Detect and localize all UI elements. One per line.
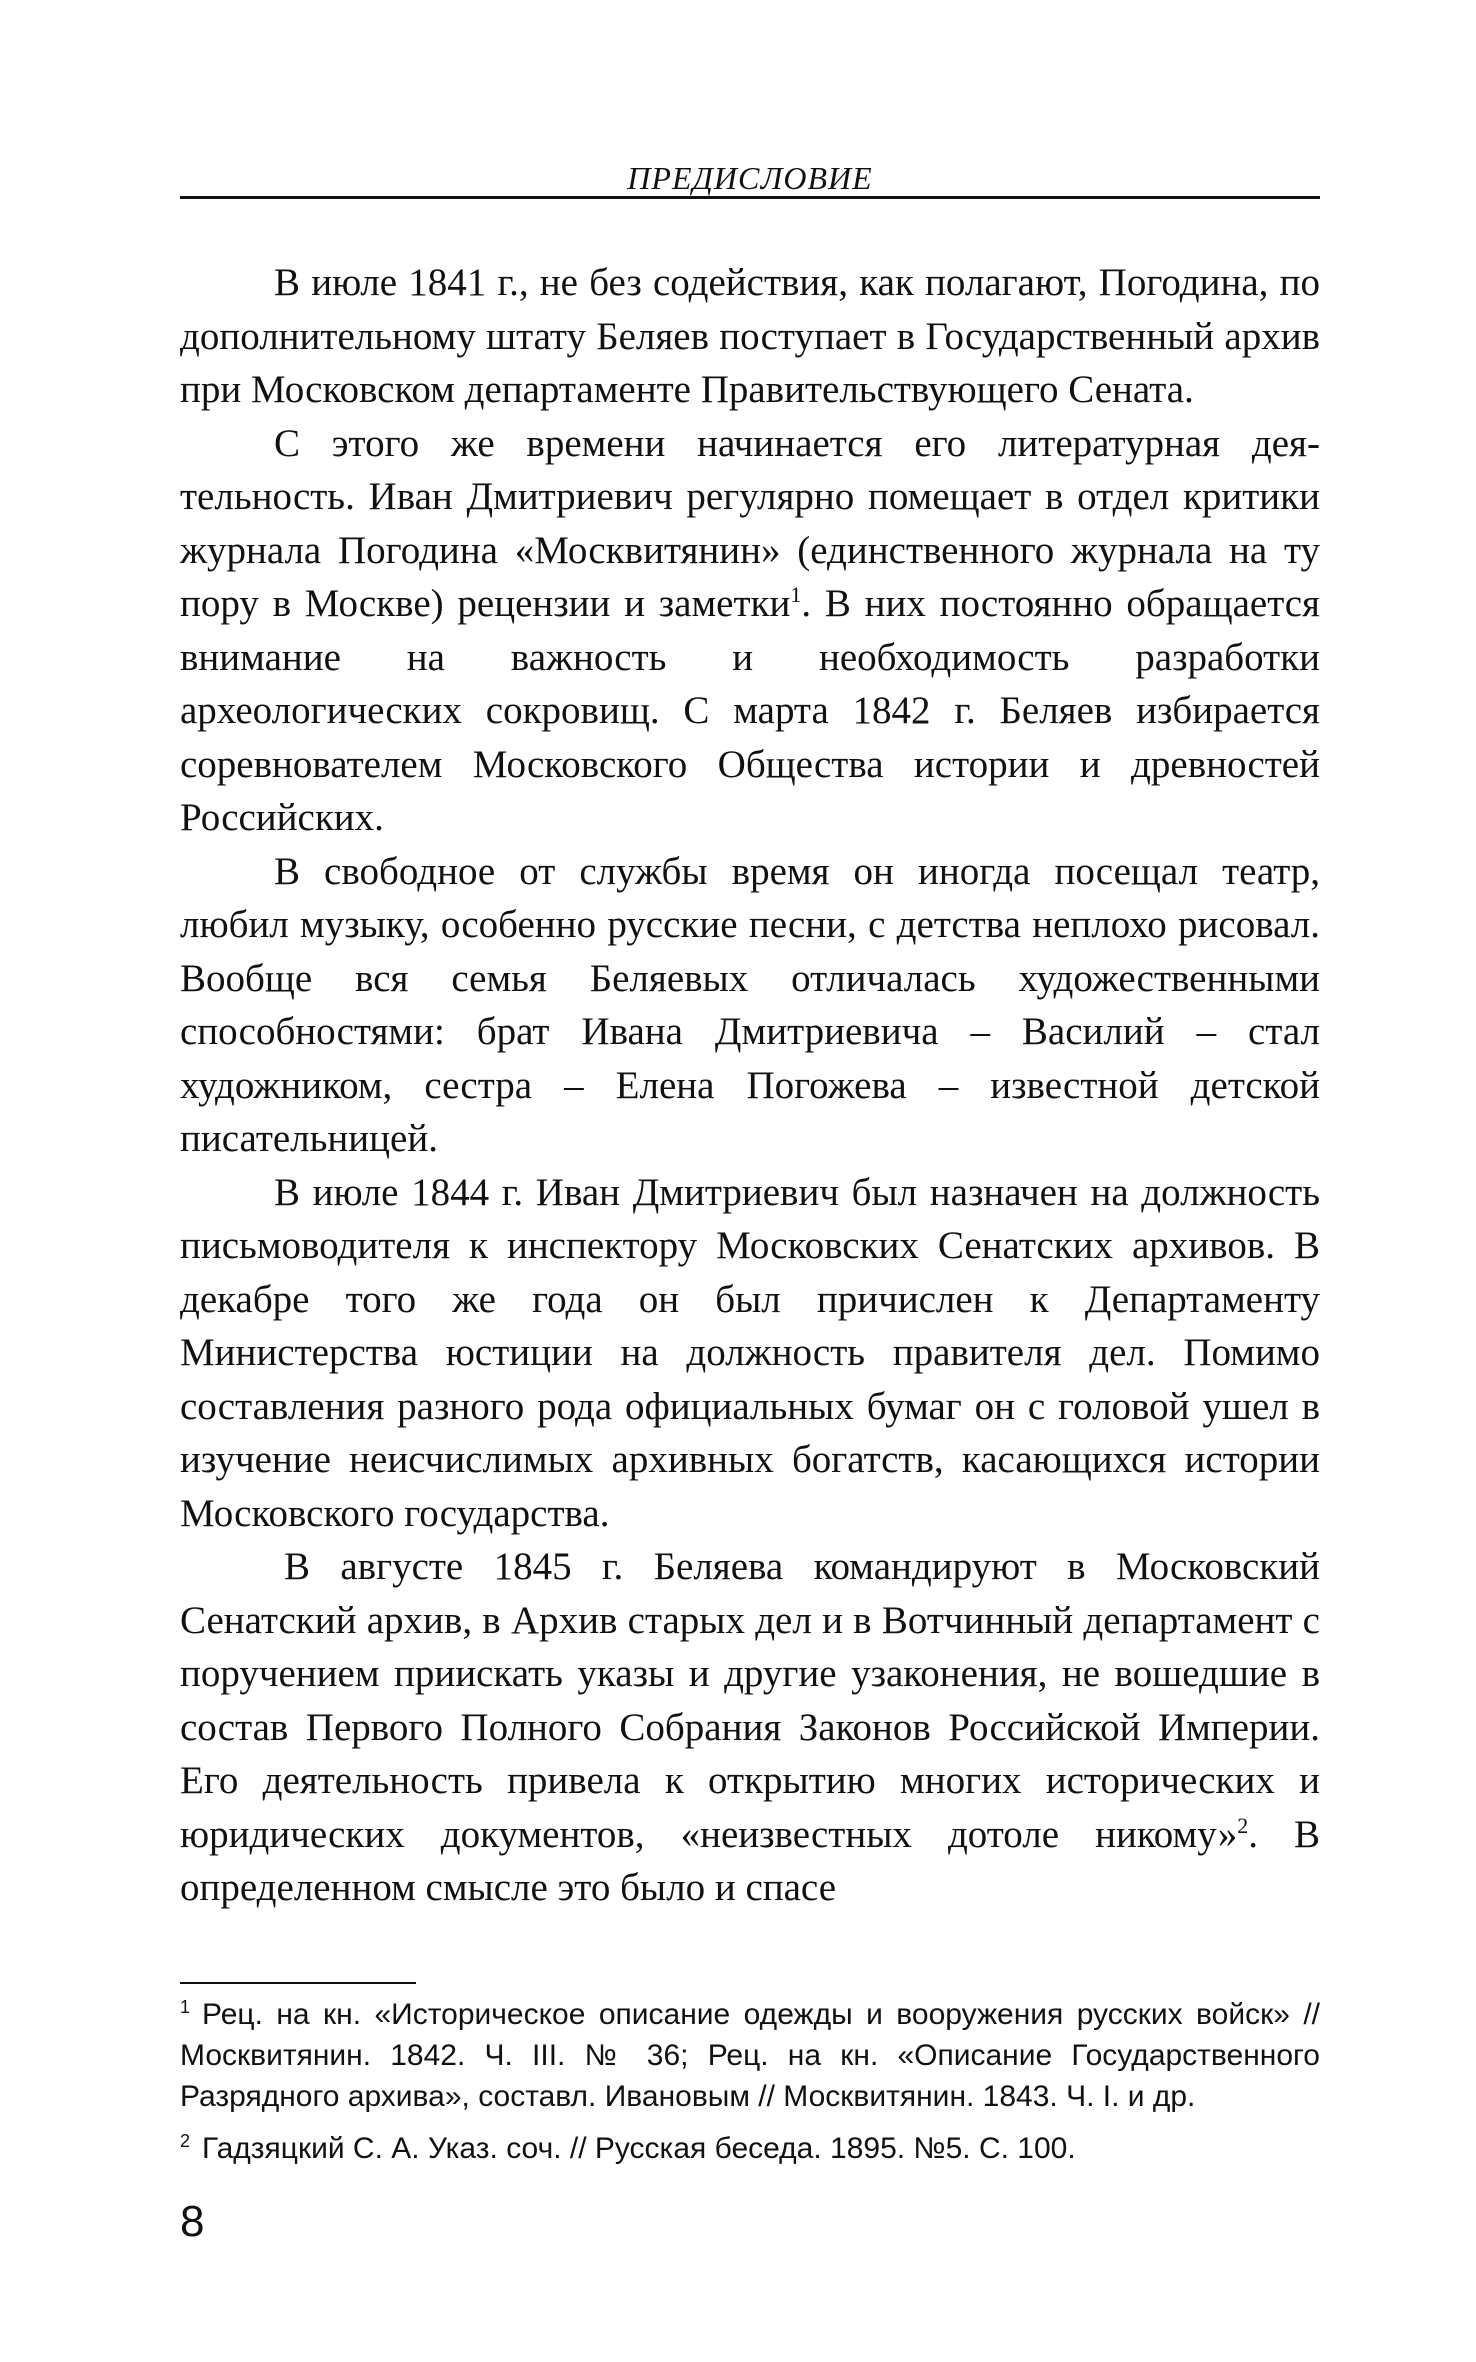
footnote-2	[180, 2128, 1320, 2169]
footnotes	[180, 1994, 1320, 2180]
paragraph-5-part-1: В августе 1845 г. Беляева командируют в Московский Сенатский архив, в Архив старых дел и в Вотчинный департамент с поручением приискать указы и другие узаконения, не вошедшие в состав Первого Полного Собрания Законов Российской Империи. Его деятельность привела к открытию многих исторических и юридических документов, «неизвестных дотоле никому»	[180, 1545, 1320, 1856]
footnote-ref-1: 1	[790, 582, 802, 607]
footnote-ref-2: 2	[1237, 1812, 1249, 1838]
paragraph-5-part-2: . В определенном смысле это было и спасе	[180, 1812, 1320, 1909]
footnote-separator	[180, 1982, 416, 1984]
page-number: 8	[180, 2197, 205, 2246]
footnote-1	[180, 1994, 1320, 2117]
paragraph-2-part-2: . В них постоянно обращается внимание на важность и необходимость разработки археологических сокровищ. С марта 1842 г. Беляев избирается соревнователем Московского Общества истории и древностей Российских.	[180, 582, 1320, 839]
footnote-2-mark: 2	[180, 2131, 191, 2151]
running-title: ПРЕДИСЛОВИЕ	[627, 160, 873, 196]
paragraph-4: В июле 1844 г. Иван Дмитриевич был назначен на должность письмоводителя к инспектору Московских Сенатских архивов. В декабре того же года он был причислен к Департаменту Министерства юстиции на должность правителя дел. Помимо составления разного рода официальных бумаг он с головой ушел в изучение неисчислимых архивных богатств, касающихся истории Московского государства.	[180, 1170, 1320, 1535]
footnote-1-text: Рец. на кн. «Историческое описание одежды и вооружения русских войск» // Москвитянин. 1842. Ч. III. № 36; Рец. на кн. «Описание Государственного Разрядного архива», составл. Ивановым // Москвитянин. 1843. Ч. I. и др.	[180, 1998, 1320, 2113]
paragraph-2	[180, 417, 1320, 845]
main-text	[180, 256, 1320, 1915]
paragraph-3: В свободное от службы время он иногда посещал театр, любил музыку, особенно русские песни, с детства неплохо рисовал. Вообще вся семья Беляевых отличалась художественными способностями: брат Ивана Дмитриевича – Василий – стал художником, сестра – Елена Погожева – известной детской писательницей.	[180, 849, 1320, 1160]
header-rule	[180, 196, 1320, 199]
footnote-2-text: Гадзяцкий С. А. Указ. соч. // Русская беседа. 1895. №5. С. 100.	[202, 2132, 1076, 2165]
paragraph-2-part-1: С этого же времени начинается его литературная деятельность. Иван Дмитриевич регулярно помещает в отдел критики журнала Погодина «Москвитянин» (единственного журнала на ту пору в Москве) рецензии и заметки	[180, 421, 1320, 625]
paragraph-5	[180, 1540, 1320, 1915]
paragraph-1: В июле 1841 г., не без содействия, как полагают, Погодина, по дополнительному штату Беляев поступает в Государственный архив при Московском департаменте Правительствующего Сената.	[180, 261, 1320, 411]
footnote-1-mark: 1	[180, 1997, 191, 2017]
